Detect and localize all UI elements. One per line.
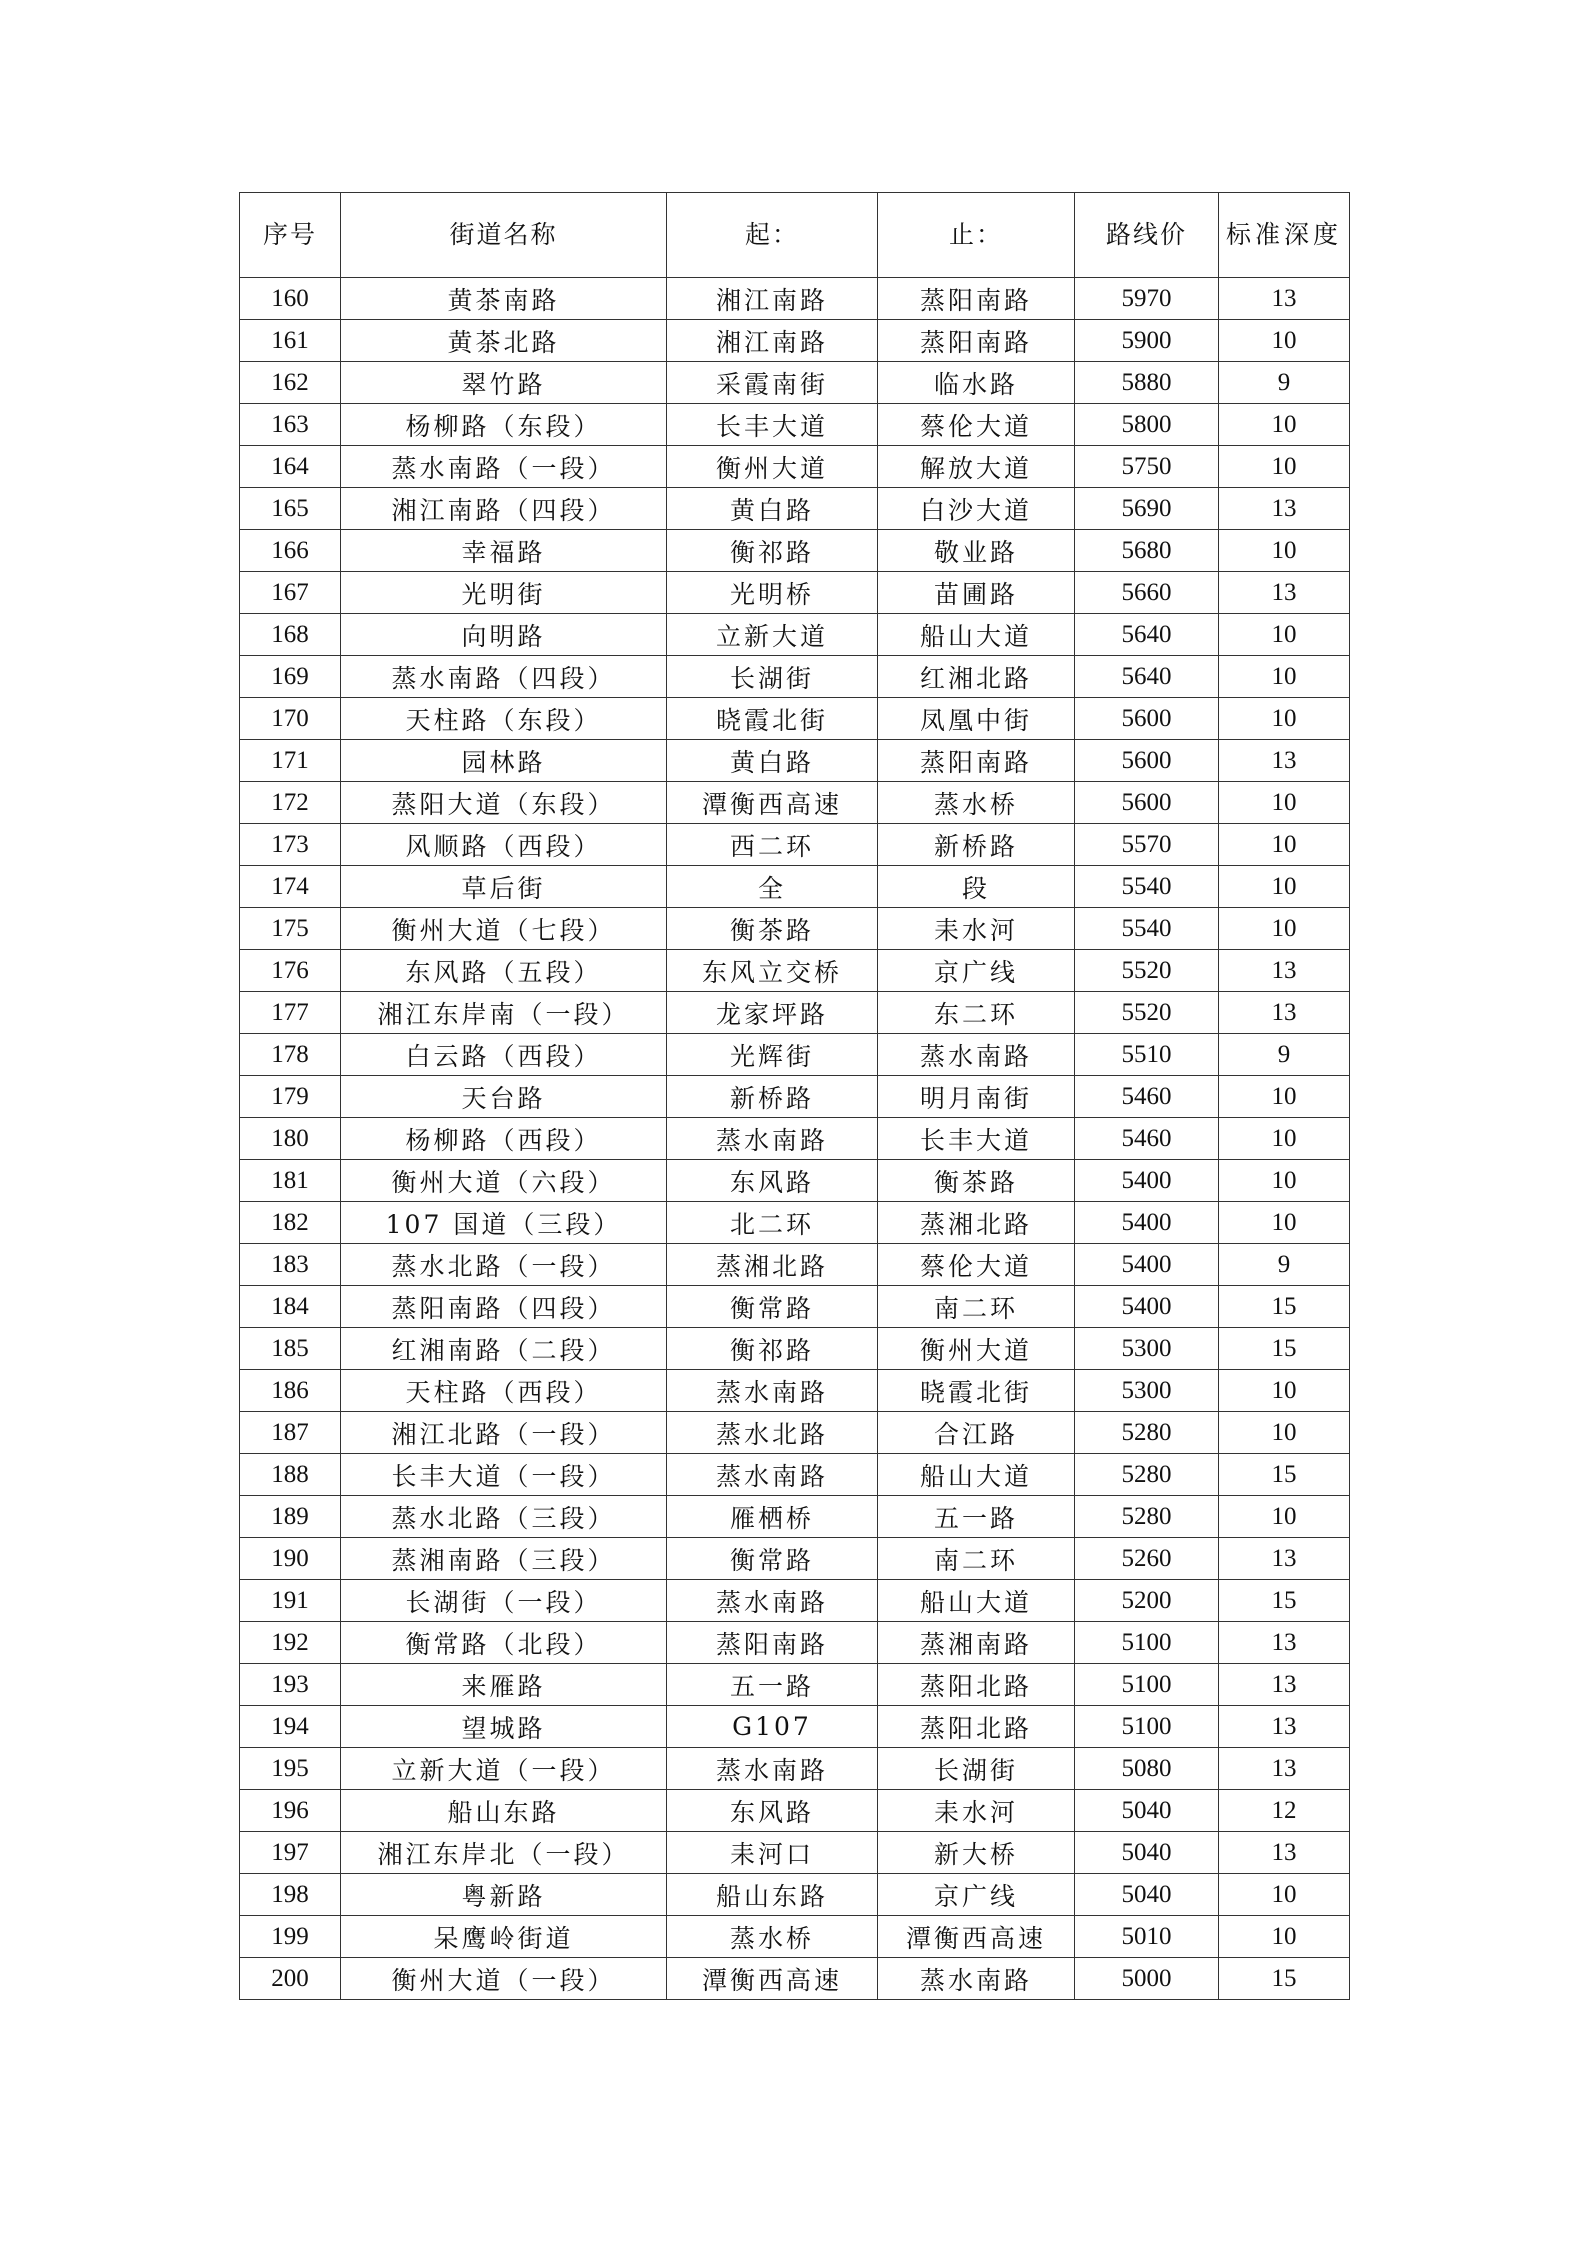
start-point-cell: 采霞南街: [667, 362, 878, 404]
standard-depth-cell: 10: [1219, 866, 1350, 908]
end-point-cell: 蒸阳南路: [878, 278, 1075, 320]
row-index-cell: 177: [240, 992, 341, 1034]
street-name-cell: 来雁路: [341, 1664, 667, 1706]
street-name-cell: 向明路: [341, 614, 667, 656]
header-street-name: 街道名称: [341, 193, 667, 278]
end-point-cell: 蔡伦大道: [878, 404, 1075, 446]
route-price-cell: 5000: [1075, 1958, 1219, 2000]
route-price-cell: 5600: [1075, 782, 1219, 824]
route-price-cell: 5690: [1075, 488, 1219, 530]
street-name-cell: 湘江东岸北（一段）: [341, 1832, 667, 1874]
table-row: [240, 740, 1350, 782]
standard-depth-cell: 13: [1219, 278, 1350, 320]
street-name-cell: 天柱路（东段）: [341, 698, 667, 740]
end-point-cell: 蒸阳北路: [878, 1664, 1075, 1706]
row-index-cell: 196: [240, 1790, 341, 1832]
route-price-cell: 5400: [1075, 1244, 1219, 1286]
row-index-cell: 162: [240, 362, 341, 404]
standard-depth-cell: 13: [1219, 1706, 1350, 1748]
end-point-cell: 潭衡西高速: [878, 1916, 1075, 1958]
end-point-cell: 耒水河: [878, 908, 1075, 950]
end-point-cell: 新桥路: [878, 824, 1075, 866]
standard-depth-cell: 10: [1219, 446, 1350, 488]
end-point-cell: 蒸阳南路: [878, 740, 1075, 782]
route-price-cell: 5640: [1075, 614, 1219, 656]
route-price-cell: 5970: [1075, 278, 1219, 320]
street-name-cell: 风顺路（西段）: [341, 824, 667, 866]
route-price-cell: 5600: [1075, 698, 1219, 740]
end-point-cell: 耒水河: [878, 1790, 1075, 1832]
street-name-cell: 107 国道（三段）: [341, 1202, 667, 1244]
row-index-cell: 178: [240, 1034, 341, 1076]
standard-depth-cell: 15: [1219, 1328, 1350, 1370]
row-index-cell: 197: [240, 1832, 341, 1874]
end-point-cell: 蒸水桥: [878, 782, 1075, 824]
standard-depth-cell: 10: [1219, 1076, 1350, 1118]
table-row: [240, 698, 1350, 740]
end-point-cell: 长湖街: [878, 1748, 1075, 1790]
route-price-cell: 5100: [1075, 1622, 1219, 1664]
header-standard-depth: 标准深度: [1219, 193, 1350, 278]
start-point-cell: 蒸水南路: [667, 1118, 878, 1160]
route-price-cell: 5520: [1075, 950, 1219, 992]
street-name-cell: 白云路（西段）: [341, 1034, 667, 1076]
street-name-cell: 天柱路（西段）: [341, 1370, 667, 1412]
start-point-cell: 东风路: [667, 1790, 878, 1832]
route-price-cell: 5900: [1075, 320, 1219, 362]
route-price-cell: 5880: [1075, 362, 1219, 404]
street-name-cell: 杨柳路（西段）: [341, 1118, 667, 1160]
street-name-cell: 立新大道（一段）: [341, 1748, 667, 1790]
start-point-cell: 衡祁路: [667, 530, 878, 572]
standard-depth-cell: 15: [1219, 1454, 1350, 1496]
row-index-cell: 186: [240, 1370, 341, 1412]
table-row: [240, 1538, 1350, 1580]
standard-depth-cell: 10: [1219, 320, 1350, 362]
street-name-cell: 粤新路: [341, 1874, 667, 1916]
start-point-cell: 光明桥: [667, 572, 878, 614]
street-name-cell: 黄茶北路: [341, 320, 667, 362]
start-point-cell: 衡常路: [667, 1538, 878, 1580]
route-price-cell: 5200: [1075, 1580, 1219, 1622]
standard-depth-cell: 10: [1219, 1202, 1350, 1244]
row-index-cell: 171: [240, 740, 341, 782]
table-row: [240, 1328, 1350, 1370]
end-point-cell: 段: [878, 866, 1075, 908]
row-index-cell: 191: [240, 1580, 341, 1622]
table-row: [240, 1580, 1350, 1622]
end-point-cell: 东二环: [878, 992, 1075, 1034]
standard-depth-cell: 10: [1219, 698, 1350, 740]
table-row: [240, 908, 1350, 950]
end-point-cell: 蒸阳南路: [878, 320, 1075, 362]
row-index-cell: 182: [240, 1202, 341, 1244]
header-start: 起：: [667, 193, 878, 278]
end-point-cell: 蒸水南路: [878, 1034, 1075, 1076]
table-row: [240, 1118, 1350, 1160]
table-row: [240, 320, 1350, 362]
table-row: [240, 1454, 1350, 1496]
table-row: [240, 530, 1350, 572]
standard-depth-cell: 10: [1219, 530, 1350, 572]
start-point-cell: 东风路: [667, 1160, 878, 1202]
row-index-cell: 173: [240, 824, 341, 866]
table-row: [240, 950, 1350, 992]
end-point-cell: 敬业路: [878, 530, 1075, 572]
row-index-cell: 168: [240, 614, 341, 656]
start-point-cell: 蒸水南路: [667, 1580, 878, 1622]
table-row: [240, 1790, 1350, 1832]
header-row: [240, 193, 1350, 278]
row-index-cell: 166: [240, 530, 341, 572]
route-price-cell: 5040: [1075, 1832, 1219, 1874]
start-point-cell: 黄白路: [667, 488, 878, 530]
street-name-cell: 蒸水北路（一段）: [341, 1244, 667, 1286]
end-point-cell: 临水路: [878, 362, 1075, 404]
start-point-cell: 潭衡西高速: [667, 1958, 878, 2000]
table-row: [240, 1370, 1350, 1412]
route-price-cell: 5280: [1075, 1496, 1219, 1538]
standard-depth-cell: 10: [1219, 908, 1350, 950]
header-end: 止：: [878, 193, 1075, 278]
route-price-cell: 5570: [1075, 824, 1219, 866]
row-index-cell: 161: [240, 320, 341, 362]
standard-depth-cell: 13: [1219, 740, 1350, 782]
row-index-cell: 165: [240, 488, 341, 530]
table-row: [240, 572, 1350, 614]
start-point-cell: 衡祁路: [667, 1328, 878, 1370]
route-price-cell: 5680: [1075, 530, 1219, 572]
row-index-cell: 188: [240, 1454, 341, 1496]
table-row: [240, 1832, 1350, 1874]
start-point-cell: 五一路: [667, 1664, 878, 1706]
end-point-cell: 南二环: [878, 1538, 1075, 1580]
table-row: [240, 488, 1350, 530]
route-price-cell: 5400: [1075, 1286, 1219, 1328]
street-name-cell: 衡州大道（一段）: [341, 1958, 667, 2000]
start-point-cell: 西二环: [667, 824, 878, 866]
start-point-cell: 雁栖桥: [667, 1496, 878, 1538]
standard-depth-cell: 10: [1219, 1916, 1350, 1958]
route-price-cell: 5640: [1075, 656, 1219, 698]
route-price-cell: 5100: [1075, 1664, 1219, 1706]
street-name-cell: 长丰大道（一段）: [341, 1454, 667, 1496]
start-point-cell: 衡州大道: [667, 446, 878, 488]
end-point-cell: 船山大道: [878, 1580, 1075, 1622]
row-index-cell: 187: [240, 1412, 341, 1454]
route-price-cell: 5600: [1075, 740, 1219, 782]
standard-depth-cell: 13: [1219, 572, 1350, 614]
street-name-cell: 湘江东岸南（一段）: [341, 992, 667, 1034]
route-price-cell: 5040: [1075, 1790, 1219, 1832]
table-row: [240, 824, 1350, 866]
standard-depth-cell: 10: [1219, 1874, 1350, 1916]
standard-depth-cell: 13: [1219, 1664, 1350, 1706]
standard-depth-cell: 13: [1219, 1622, 1350, 1664]
route-price-cell: 5660: [1075, 572, 1219, 614]
route-price-cell: 5100: [1075, 1706, 1219, 1748]
table-row: [240, 992, 1350, 1034]
start-point-cell: 衡茶路: [667, 908, 878, 950]
table-row: [240, 1496, 1350, 1538]
row-index-cell: 167: [240, 572, 341, 614]
end-point-cell: 白沙大道: [878, 488, 1075, 530]
end-point-cell: 红湘北路: [878, 656, 1075, 698]
start-point-cell: 蒸水南路: [667, 1370, 878, 1412]
street-name-cell: 望城路: [341, 1706, 667, 1748]
start-point-cell: 龙家坪路: [667, 992, 878, 1034]
route-price-cell: 5280: [1075, 1412, 1219, 1454]
standard-depth-cell: 10: [1219, 1160, 1350, 1202]
table-row: [240, 1034, 1350, 1076]
start-point-cell: 晓霞北街: [667, 698, 878, 740]
row-index-cell: 185: [240, 1328, 341, 1370]
end-point-cell: 凤凰中街: [878, 698, 1075, 740]
standard-depth-cell: 10: [1219, 1370, 1350, 1412]
street-name-cell: 蒸湘南路（三段）: [341, 1538, 667, 1580]
route-price-cell: 5260: [1075, 1538, 1219, 1580]
standard-depth-cell: 10: [1219, 782, 1350, 824]
header-index: 序号: [240, 193, 341, 278]
table-row: [240, 404, 1350, 446]
row-index-cell: 163: [240, 404, 341, 446]
standard-depth-cell: 13: [1219, 950, 1350, 992]
route-price-cell: 5800: [1075, 404, 1219, 446]
start-point-cell: 湘江南路: [667, 320, 878, 362]
table-row: [240, 1076, 1350, 1118]
row-index-cell: 190: [240, 1538, 341, 1580]
start-point-cell: 蒸水桥: [667, 1916, 878, 1958]
end-point-cell: 新大桥: [878, 1832, 1075, 1874]
street-name-cell: 园林路: [341, 740, 667, 782]
start-point-cell: 蒸阳南路: [667, 1622, 878, 1664]
route-price-cell: 5040: [1075, 1874, 1219, 1916]
street-name-cell: 杨柳路（东段）: [341, 404, 667, 446]
row-index-cell: 192: [240, 1622, 341, 1664]
table-header: [240, 193, 1350, 278]
end-point-cell: 解放大道: [878, 446, 1075, 488]
street-name-cell: 呆鹰岭街道: [341, 1916, 667, 1958]
row-index-cell: 164: [240, 446, 341, 488]
street-name-cell: 衡州大道（六段）: [341, 1160, 667, 1202]
table-row: [240, 1706, 1350, 1748]
start-point-cell: 长丰大道: [667, 404, 878, 446]
end-point-cell: 长丰大道: [878, 1118, 1075, 1160]
standard-depth-cell: 13: [1219, 992, 1350, 1034]
table-row: [240, 1160, 1350, 1202]
table-row: [240, 1958, 1350, 2000]
end-point-cell: 衡茶路: [878, 1160, 1075, 1202]
standard-depth-cell: 13: [1219, 1538, 1350, 1580]
start-point-cell: 蒸水南路: [667, 1748, 878, 1790]
start-point-cell: 蒸水北路: [667, 1412, 878, 1454]
street-name-cell: 湘江南路（四段）: [341, 488, 667, 530]
start-point-cell: 北二环: [667, 1202, 878, 1244]
standard-depth-cell: 13: [1219, 488, 1350, 530]
start-point-cell: 耒河口: [667, 1832, 878, 1874]
start-point-cell: 船山东路: [667, 1874, 878, 1916]
street-name-cell: 湘江北路（一段）: [341, 1412, 667, 1454]
table-row: [240, 1748, 1350, 1790]
route-price-cell: 5540: [1075, 908, 1219, 950]
standard-depth-cell: 10: [1219, 1118, 1350, 1160]
start-point-cell: G107: [667, 1706, 878, 1748]
header-route-price: 路线价: [1075, 193, 1219, 278]
end-point-cell: 苗圃路: [878, 572, 1075, 614]
standard-depth-cell: 13: [1219, 1832, 1350, 1874]
table-row: [240, 1244, 1350, 1286]
end-point-cell: 船山大道: [878, 614, 1075, 656]
table-row: [240, 1622, 1350, 1664]
standard-depth-cell: 15: [1219, 1580, 1350, 1622]
start-point-cell: 潭衡西高速: [667, 782, 878, 824]
route-price-cell: 5460: [1075, 1076, 1219, 1118]
route-price-cell: 5010: [1075, 1916, 1219, 1958]
start-point-cell: 衡常路: [667, 1286, 878, 1328]
row-index-cell: 174: [240, 866, 341, 908]
route-price-cell: 5300: [1075, 1328, 1219, 1370]
table-row: [240, 782, 1350, 824]
route-price-cell: 5540: [1075, 866, 1219, 908]
row-index-cell: 183: [240, 1244, 341, 1286]
row-index-cell: 200: [240, 1958, 341, 2000]
end-point-cell: 蒸水南路: [878, 1958, 1075, 2000]
route-price-cell: 5400: [1075, 1202, 1219, 1244]
start-point-cell: 立新大道: [667, 614, 878, 656]
row-index-cell: 175: [240, 908, 341, 950]
table-body: [240, 278, 1350, 2000]
street-name-cell: 蒸水南路（一段）: [341, 446, 667, 488]
table-row: [240, 1916, 1350, 1958]
street-name-cell: 蒸水南路（四段）: [341, 656, 667, 698]
standard-depth-cell: 10: [1219, 824, 1350, 866]
end-point-cell: 晓霞北街: [878, 1370, 1075, 1412]
street-name-cell: 衡州大道（七段）: [341, 908, 667, 950]
table-row: [240, 1286, 1350, 1328]
route-price-cell: 5750: [1075, 446, 1219, 488]
standard-depth-cell: 9: [1219, 1244, 1350, 1286]
end-point-cell: 五一路: [878, 1496, 1075, 1538]
street-name-cell: 蒸阳大道（东段）: [341, 782, 667, 824]
end-point-cell: 蒸阳北路: [878, 1706, 1075, 1748]
end-point-cell: 南二环: [878, 1286, 1075, 1328]
standard-depth-cell: 10: [1219, 404, 1350, 446]
start-point-cell: 蒸湘北路: [667, 1244, 878, 1286]
street-name-cell: 衡常路（北段）: [341, 1622, 667, 1664]
start-point-cell: 光辉街: [667, 1034, 878, 1076]
end-point-cell: 京广线: [878, 950, 1075, 992]
road-price-table: [239, 192, 1350, 2000]
end-point-cell: 明月南街: [878, 1076, 1075, 1118]
row-index-cell: 193: [240, 1664, 341, 1706]
row-index-cell: 179: [240, 1076, 341, 1118]
street-name-cell: 光明街: [341, 572, 667, 614]
start-point-cell: 长湖街: [667, 656, 878, 698]
street-name-cell: 船山东路: [341, 1790, 667, 1832]
street-name-cell: 幸福路: [341, 530, 667, 572]
end-point-cell: 蔡伦大道: [878, 1244, 1075, 1286]
route-price-cell: 5280: [1075, 1454, 1219, 1496]
start-point-cell: 全: [667, 866, 878, 908]
row-index-cell: 199: [240, 1916, 341, 1958]
table-row: [240, 656, 1350, 698]
street-name-cell: 蒸阳南路（四段）: [341, 1286, 667, 1328]
street-name-cell: 天台路: [341, 1076, 667, 1118]
street-name-cell: 长湖街（一段）: [341, 1580, 667, 1622]
row-index-cell: 172: [240, 782, 341, 824]
row-index-cell: 181: [240, 1160, 341, 1202]
start-point-cell: 东风立交桥: [667, 950, 878, 992]
end-point-cell: 船山大道: [878, 1454, 1075, 1496]
street-name-cell: 红湘南路（二段）: [341, 1328, 667, 1370]
row-index-cell: 180: [240, 1118, 341, 1160]
table-row: [240, 362, 1350, 404]
row-index-cell: 169: [240, 656, 341, 698]
table-row: [240, 1412, 1350, 1454]
route-price-cell: 5400: [1075, 1160, 1219, 1202]
street-name-cell: 黄茶南路: [341, 278, 667, 320]
standard-depth-cell: 10: [1219, 1412, 1350, 1454]
route-price-cell: 5520: [1075, 992, 1219, 1034]
row-index-cell: 195: [240, 1748, 341, 1790]
standard-depth-cell: 15: [1219, 1286, 1350, 1328]
start-point-cell: 蒸水南路: [667, 1454, 878, 1496]
street-name-cell: 蒸水北路（三段）: [341, 1496, 667, 1538]
table-row: [240, 866, 1350, 908]
standard-depth-cell: 9: [1219, 1034, 1350, 1076]
standard-depth-cell: 15: [1219, 1958, 1350, 2000]
start-point-cell: 新桥路: [667, 1076, 878, 1118]
start-point-cell: 黄白路: [667, 740, 878, 782]
row-index-cell: 194: [240, 1706, 341, 1748]
table-row: [240, 1202, 1350, 1244]
standard-depth-cell: 13: [1219, 1748, 1350, 1790]
table-row: [240, 278, 1350, 320]
street-name-cell: 东风路（五段）: [341, 950, 667, 992]
end-point-cell: 合江路: [878, 1412, 1075, 1454]
table-row: [240, 614, 1350, 656]
standard-depth-cell: 9: [1219, 362, 1350, 404]
row-index-cell: 189: [240, 1496, 341, 1538]
table-row: [240, 1874, 1350, 1916]
end-point-cell: 京广线: [878, 1874, 1075, 1916]
row-index-cell: 176: [240, 950, 341, 992]
standard-depth-cell: 10: [1219, 656, 1350, 698]
row-index-cell: 160: [240, 278, 341, 320]
table-row: [240, 1664, 1350, 1706]
standard-depth-cell: 10: [1219, 614, 1350, 656]
table-row: [240, 446, 1350, 488]
route-price-cell: 5460: [1075, 1118, 1219, 1160]
end-point-cell: 衡州大道: [878, 1328, 1075, 1370]
row-index-cell: 184: [240, 1286, 341, 1328]
start-point-cell: 湘江南路: [667, 278, 878, 320]
row-index-cell: 198: [240, 1874, 341, 1916]
route-price-cell: 5510: [1075, 1034, 1219, 1076]
route-price-cell: 5300: [1075, 1370, 1219, 1412]
street-name-cell: 翠竹路: [341, 362, 667, 404]
row-index-cell: 170: [240, 698, 341, 740]
route-price-cell: 5080: [1075, 1748, 1219, 1790]
standard-depth-cell: 10: [1219, 1496, 1350, 1538]
street-name-cell: 草后街: [341, 866, 667, 908]
end-point-cell: 蒸湘北路: [878, 1202, 1075, 1244]
end-point-cell: 蒸湘南路: [878, 1622, 1075, 1664]
standard-depth-cell: 12: [1219, 1790, 1350, 1832]
